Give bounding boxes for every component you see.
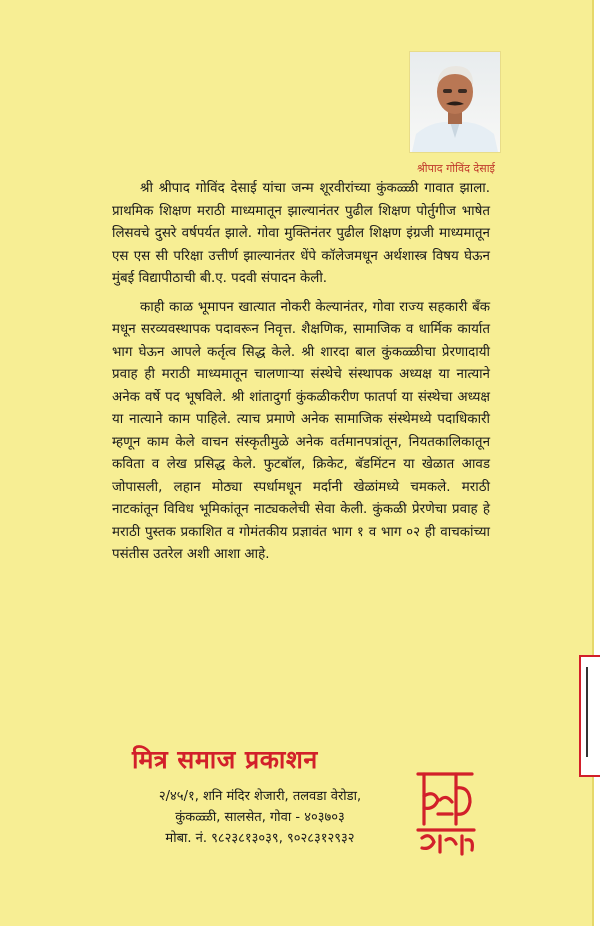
bio-paragraph: श्री श्रीपाद गोविंद देसाई यांचा जन्म शूरवीरांच्या कुंकळ्ळी गावात झाला. प्राथमिक शिक्षण मराठी माध्यमातून झाल्यानंतर पुढील शिक्षण पोर्तुगीज भाषेत लिसवचे दुसरे वर्षपर्यत झाले. गोवा मुक्तिनंतर पुढील शिक्षण इंग्रजी माध्यमातून एस एस सी परिक्षा उत्तीर्ण झाल्यानंतर धेंपे कॉलेजमधून अर्थशास्त्र विषय घेऊन मुंबई विद्यापीठाची बी.ए. पदवी संपादन केली.: [112, 181, 490, 286]
phone-line: मोबा. नं. ९८२३८१३०३९, ९०२८३१२९३२: [165, 831, 355, 846]
address-line: २/४५/१, शनि मंदिर शेजारी, तलवडा वेरोडा,: [158, 789, 362, 804]
publisher-name: मित्र समाज प्रकाशन: [132, 745, 318, 774]
publisher-logo-icon: [412, 766, 480, 862]
author-photo: [410, 52, 500, 152]
author-portrait-icon: [410, 52, 500, 152]
author-biography: [112, 178, 490, 567]
publisher-address: [110, 786, 410, 849]
address-line: कुंकळ्ळी, सालसेत, गोवा - ४०३७०३: [175, 810, 345, 825]
bio-paragraph: काही काळ भूमापन खात्यात नोकरी केल्यानंतर, गोवा राज्य सहकारी बँक मधून सरव्यवस्थापक पदावरून निवृत्त. शैक्षणिक, सामाजिक व धार्मिक कार्यात भाग घेऊन आपले कर्तृत्व सिद्ध केले. श्री शारदा बाल कुंकळ्ळीचा प्रेरणादायी प्रवाह ही मराठी माध्यमातून चालणाऱ्या संस्थेचे संस्थापक अध्यक्ष या नात्याने अनेक वर्षे पद भूषविले. श्री शांतादुर्गा कुंकळीकरीण फातर्पा या संस्थेचा अध्यक्ष या नात्याने काम पाहिले. त्याच प्रमाणे अनेक सामाजिक संस्थेमध्ये पदाधिकारी म्हणून काम केले वाचन संस्कृतीमुळे अनेक वर्तमानपत्रांतून, नियतकालिकातून कविता व लेख प्रसिद्ध केले. फुटबॉल, क्रिकेट, बॅडमिंटन या खेळात आवड जोपासली, लहान मोठ्या स्पर्धामधून मर्दानी खेळांमध्ये चमकले. मराठी नाटकांतून विविध भूमिकांतून नाट्यकलेची सेवा केली. कुंकळी प्रेरणेचा प्रवाह हे मराठी पुस्तक प्रकाशित व गोमंतकीय प्रज्ञावंत भाग १ व भाग ०२ ही वाचकांच्या पसंतीस उतरेल अशी आशा आहे.: [112, 299, 490, 562]
side-tab: [579, 655, 600, 777]
author-caption: श्रीपाद गोविंद देसाई: [417, 162, 495, 175]
